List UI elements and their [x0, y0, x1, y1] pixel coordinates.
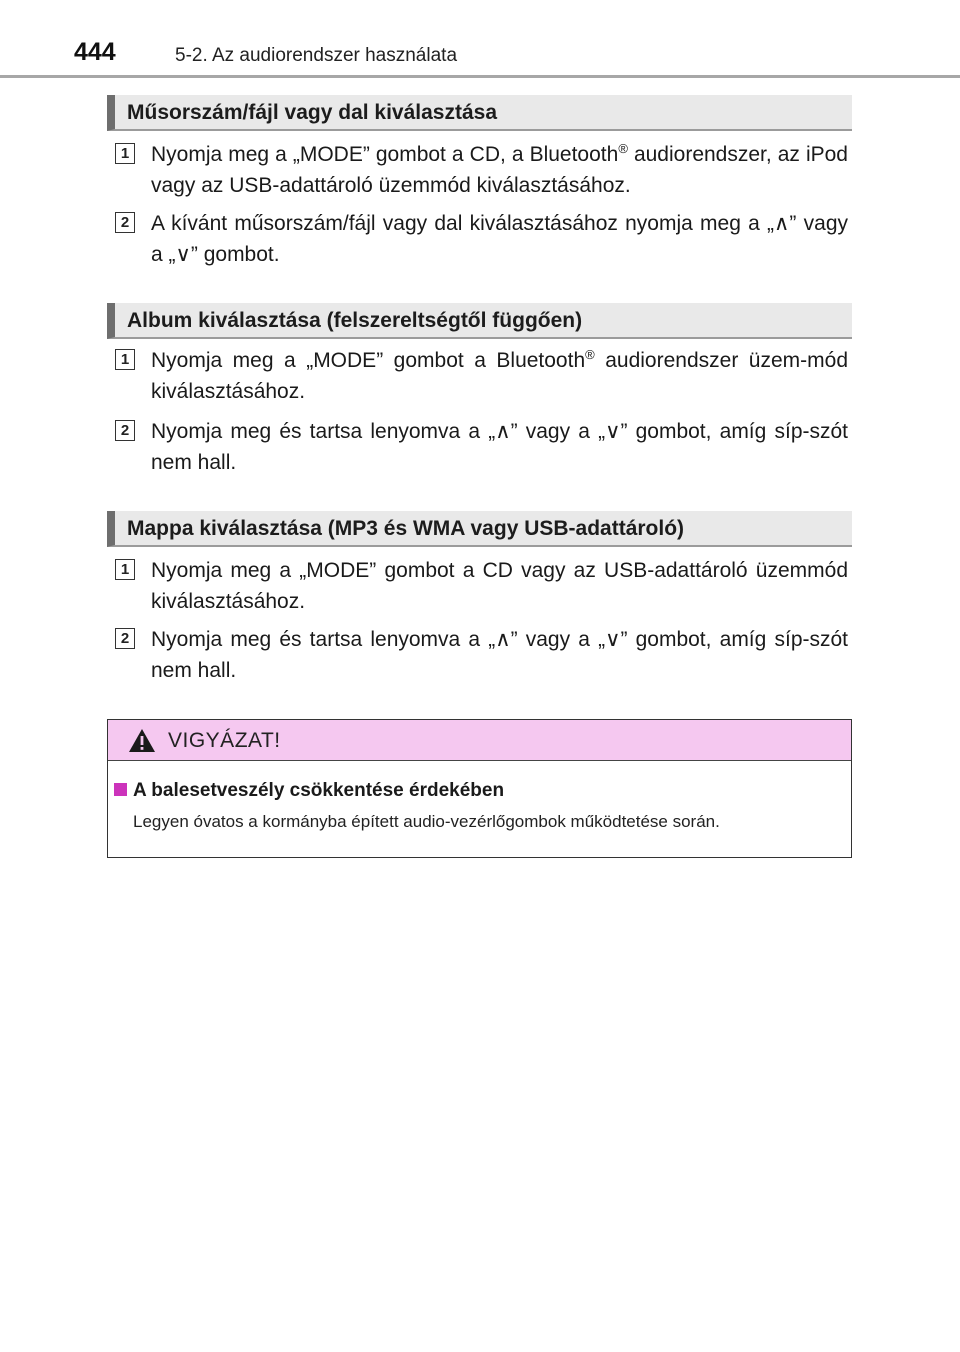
- section-heading: [107, 303, 852, 339]
- step-text: Nyomja meg és tartsa lenyomva a „∧” vagy a „∨” gombot, amíg síp-szót nem hall.: [151, 628, 848, 682]
- page-header: [0, 0, 960, 80]
- section-heading-text: Mappa kiválasztása (MP3 és WMA vagy USB-adattároló): [127, 517, 685, 540]
- step-number: 2: [115, 628, 135, 649]
- caution-subheading: A balesetveszély csökkentése érdekében: [114, 780, 504, 802]
- bullet-square-icon: [114, 783, 127, 796]
- caution-title: VIGYÁZAT!: [168, 729, 281, 752]
- step-text: Nyomja meg a „MODE” gombot a Bluetooth® audiorendszer üzem-mód kiválasztásához.: [151, 347, 849, 403]
- header-divider: [0, 75, 960, 78]
- section-heading-text: Album kiválasztása (felszereltségtől függően): [127, 309, 583, 332]
- step-item: [115, 624, 852, 686]
- step-number: 2: [115, 420, 135, 441]
- caution-header: [108, 720, 851, 761]
- step-number: 1: [115, 559, 135, 580]
- step-item: [115, 139, 852, 201]
- section-heading: [107, 95, 852, 131]
- warning-triangle-icon: [128, 728, 156, 753]
- step-item: [115, 416, 852, 478]
- step-text: A kívánt műsorszám/fájl vagy dal kiválasztásához nyomja meg a „∧” vagy a „∨” gombot.: [151, 212, 848, 266]
- caution-body: Legyen óvatos a kormányba épített audio-vezérlőgombok működtetése során.: [133, 812, 720, 831]
- step-text: Nyomja meg a „MODE” gombot a CD vagy az USB-adattároló üzemmód kiválasztásához.: [151, 559, 848, 613]
- step-number: 2: [115, 212, 135, 233]
- page-number: 444: [74, 38, 116, 66]
- section-heading: [107, 511, 852, 547]
- chapter-title: 5-2. Az audiorendszer használata: [175, 45, 458, 66]
- step-item: [115, 345, 852, 407]
- caution-box: [107, 719, 852, 858]
- step-number: 1: [115, 143, 135, 164]
- step-text: Nyomja meg a „MODE” gombot a CD, a Bluetooth® audiorendszer, az iPod vagy az USB-adattároló üzemmód kiválasztásához.: [151, 141, 848, 197]
- step-number: 1: [115, 349, 135, 370]
- section-heading-text: Műsorszám/fájl vagy dal kiválasztása: [127, 101, 498, 124]
- step-item: [115, 555, 852, 617]
- step-item: [115, 208, 852, 270]
- step-text: Nyomja meg és tartsa lenyomva a „∧” vagy a „∨” gombot, amíg síp-szót nem hall.: [151, 420, 848, 474]
